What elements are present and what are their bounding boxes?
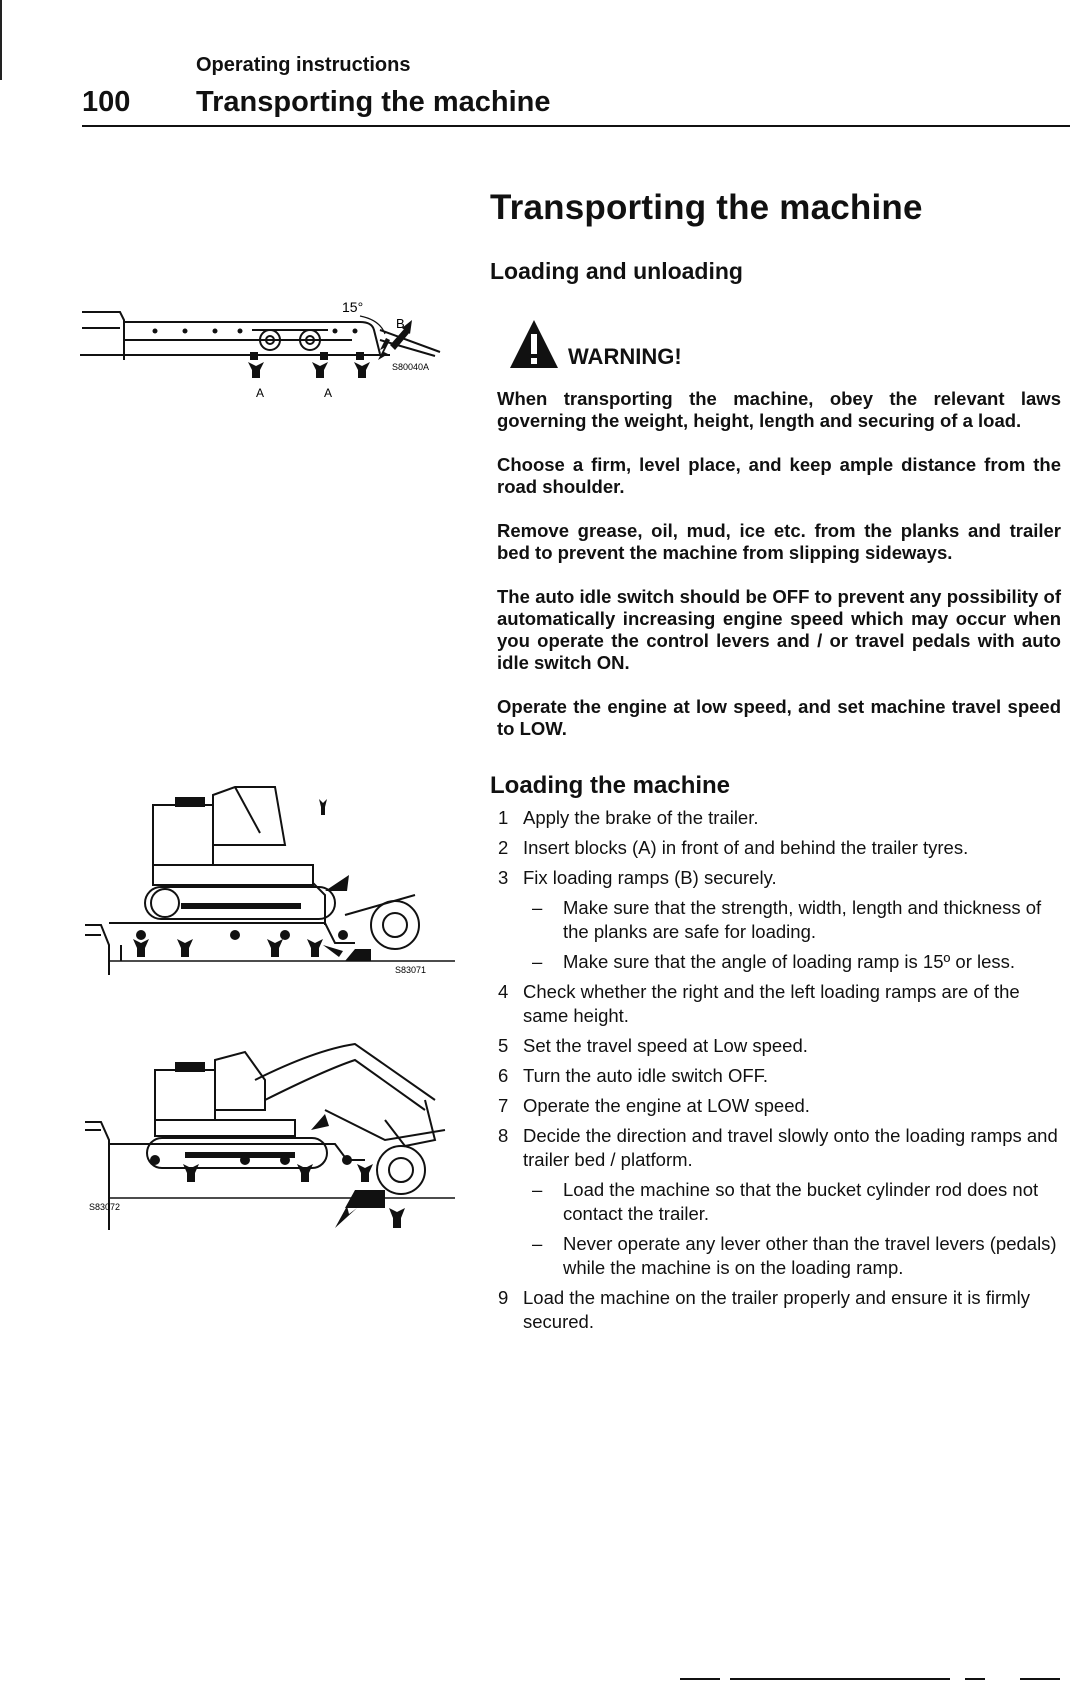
ramp-angle-label: 15°	[342, 300, 364, 315]
list-item: 6 Turn the auto idle switch OFF.	[498, 1065, 769, 1086]
header-title: Transporting the machine	[196, 86, 551, 118]
binding-line	[0, 0, 2, 80]
loading-machine-title: Loading the machine	[490, 772, 731, 799]
ramp-label-b: B	[396, 316, 405, 331]
excavator-boom-trailer-figure	[85, 1030, 455, 1240]
loading-steps-list	[490, 806, 1070, 1340]
list-item: 9 Load the machine on the trailer properly and ensure it is firmly secured.	[498, 1287, 1030, 1332]
list-item: 3 Fix loading ramps (B) securely.	[498, 867, 777, 888]
warning-paragraph: When transporting the machine, obey the relevant laws governing the weight, height, length and securing of a load.	[497, 388, 1061, 431]
trailer-ramp-figure	[80, 300, 460, 410]
list-item: 5 Set the travel speed at Low speed.	[498, 1035, 808, 1056]
figure-code-3: S83072	[89, 1202, 121, 1212]
warning-paragraph: Operate the engine at low speed, and set machine travel speed to LOW.	[497, 696, 1061, 739]
list-sub-item: – Never operate any lever other than the travel levers (pedals) while the machine is on the loading ramp.	[532, 1233, 1057, 1278]
list-item: 1 Apply the brake of the trailer.	[498, 807, 759, 828]
main-title: Transporting the machine	[490, 188, 923, 227]
warning-label: WARNING!	[568, 344, 682, 369]
block-label-a1: A	[256, 386, 265, 400]
page-number: 100	[82, 86, 131, 118]
block-label-a2: A	[324, 386, 333, 400]
loading-unloading-title: Loading and unloading	[490, 258, 743, 284]
list-item: 7 Operate the engine at LOW speed.	[498, 1095, 810, 1116]
footer-marks	[680, 1678, 1080, 1681]
list-sub-item: – Make sure that the strength, width, length and thickness of the planks are safe for loading.	[532, 897, 1042, 942]
excavator-trailer-figure	[85, 775, 455, 975]
warning-paragraph: Remove grease, oil, mud, ice etc. from the planks and trailer bed to prevent the machine from slipping sideways.	[497, 520, 1061, 563]
list-sub-item: – Make sure that the angle of loading ramp is 15º or less.	[532, 951, 1016, 972]
figure-code-1: S80040A	[392, 362, 430, 372]
figure-code-2: S83071	[395, 965, 427, 975]
warning-paragraph: The auto idle switch should be OFF to prevent any possibility of automatically increasing engine speed which may occur when you operate the control levers and / or travel pedals with auto idle switch ON.	[497, 586, 1061, 673]
warning-triangle-icon	[510, 318, 566, 370]
list-sub-item: – Load the machine so that the bucket cylinder rod does not contact the trailer.	[532, 1179, 1039, 1224]
list-item: 8 Decide the direction and travel slowly onto the loading ramps and trailer bed / platform.	[498, 1125, 1058, 1170]
header-rule	[82, 125, 1070, 127]
section-label: Operating instructions	[196, 54, 411, 76]
warning-paragraph: Choose a firm, level place, and keep ample distance from the road shoulder.	[497, 454, 1061, 497]
list-item: 4 Check whether the right and the left loading ramps are of the same height.	[498, 981, 1020, 1026]
list-item: 2 Insert blocks (A) in front of and behind the trailer tyres.	[498, 837, 969, 858]
